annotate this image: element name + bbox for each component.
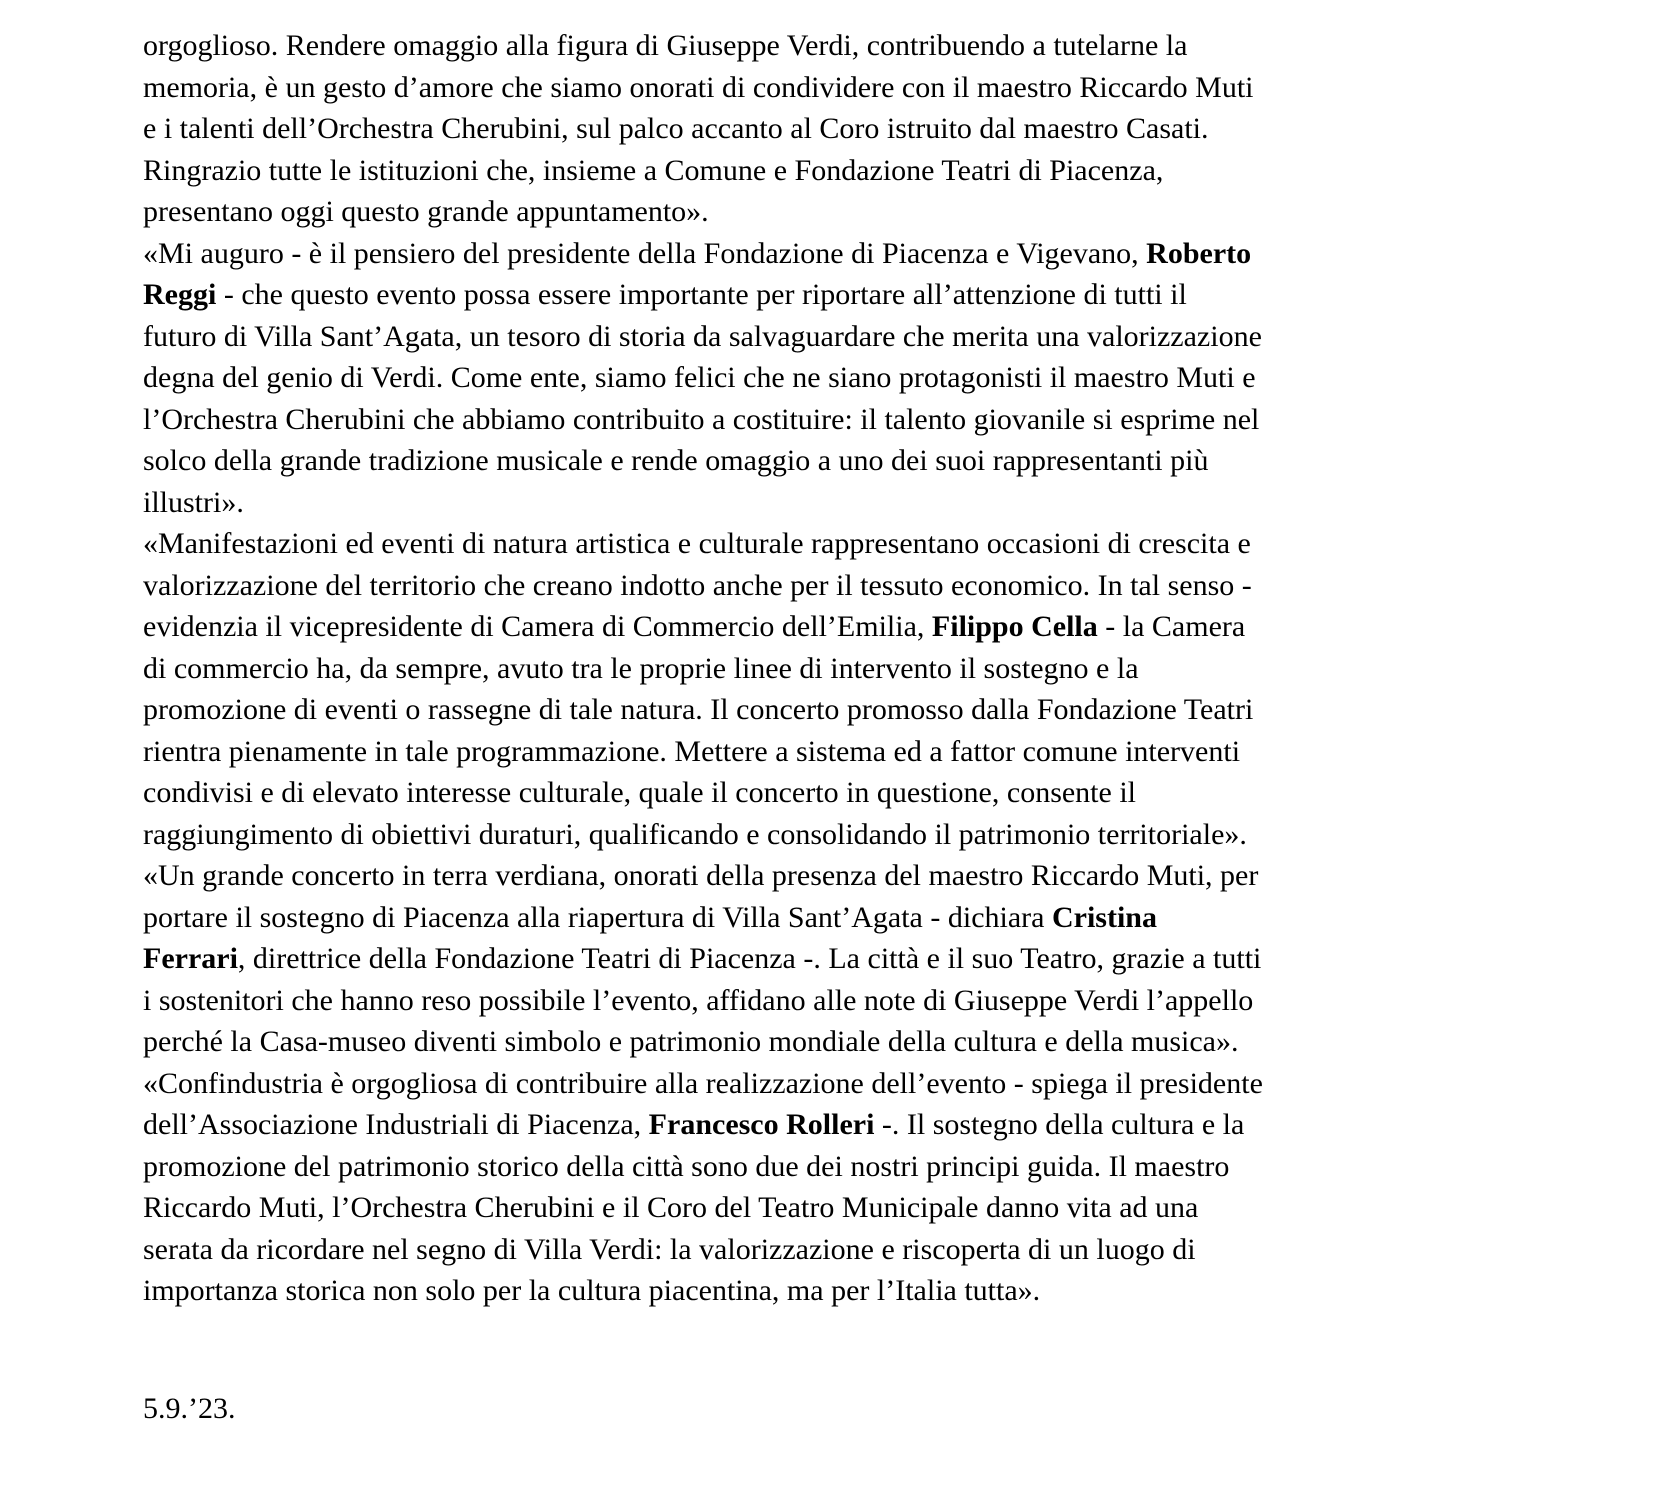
text-line [143, 316, 1594, 358]
text-line [143, 25, 1594, 67]
text-line [143, 233, 1594, 275]
text-segment: degna del genio di Verdi. Come ente, siamo felici che ne siano protagonisti il maestro Muti e [143, 361, 1256, 394]
text-line [143, 814, 1594, 856]
text-line [143, 938, 1594, 980]
text-segment: rientra pienamente in tale programmazione. Mettere a sistema ed a fattor comune interventi [143, 734, 1241, 768]
text-segment: «Manifestazioni ed eventi di natura artistica e culturale rappresentano occasioni di crescita e [143, 527, 1251, 560]
text-segment: «Confindustria è orgogliosa di contribuire alla realizzazione dell’evento - spiega il presidente [143, 1066, 1263, 1100]
text-line [143, 897, 1594, 939]
text-segment: serata da ricordare nel segno di Villa Verdi: la valorizzazione e riscoperta di un luogo di [143, 1232, 1196, 1266]
bold-name: Reggi [143, 278, 217, 311]
text-segment: importanza storica non solo per la cultura piacentina, ma per l’Italia tutta». [143, 1274, 1041, 1307]
text-line [143, 482, 1594, 524]
text-line [143, 67, 1594, 109]
text-line [143, 150, 1594, 192]
text-line [143, 108, 1594, 150]
text-line [143, 731, 1594, 773]
text-segment: i sostenitori che hanno reso possibile l’evento, affidano alle note di Giuseppe Verdi l’appello [143, 983, 1254, 1017]
text-segment: memoria, è un gesto d’amore che siamo onorati di condividere con il maestro Riccardo Muti [143, 70, 1254, 104]
text-segment: dell’Associazione Industriali di Piacenza, [143, 1108, 649, 1141]
text-segment: illustri». [143, 485, 244, 519]
text-line [143, 772, 1594, 814]
text-line [143, 1021, 1594, 1063]
bold-name: Cristina [1051, 900, 1157, 934]
text-line [143, 274, 1594, 316]
text-line [143, 1146, 1594, 1188]
text-segment: evidenzia il vicepresidente di Camera di Commercio dell’Emilia, [143, 610, 932, 643]
bold-name: Filippo Cella [931, 610, 1098, 643]
text-segment: perché la Casa-museo diventi simbolo e patrimonio mondiale della cultura e della musica». [143, 1025, 1239, 1058]
text-segment: - che questo evento possa essere importante per riportare all’attenzione di tutti il [216, 278, 1187, 311]
text-line [143, 1187, 1594, 1229]
text-line [143, 399, 1594, 441]
text-segment: futuro di Villa Sant’Agata, un tesoro di storia da salvaguardare che merita una valorizzazione [143, 319, 1262, 353]
text-segment: , direttrice della Fondazione Teatri di Piacenza -. La città e il suo Teatro, grazie a tutti [237, 942, 1262, 975]
bold-name: Roberto [1146, 236, 1252, 270]
text-segment: valorizzazione del territorio che creano indotto anche per il tessuto economico. In tal senso - [143, 568, 1252, 602]
text-segment: raggiungimento di obiettivi duraturi, qualificando e consolidando il patrimonio territoriale». [143, 817, 1247, 851]
text-segment: l’Orchestra Cherubini che abbiamo contribuito a costituire: il talento giovanile si esprime nel [143, 402, 1260, 436]
text-line [143, 855, 1594, 897]
text-line [143, 1229, 1594, 1271]
text-segment: solco della grande tradizione musicale e rende omaggio a uno dei suoi rappresentanti più [143, 444, 1209, 477]
text-line [143, 523, 1594, 565]
text-line [143, 1063, 1594, 1105]
bold-name: Ferrari [143, 942, 238, 975]
text-line [143, 606, 1594, 648]
text-line [143, 191, 1594, 233]
text-line [143, 980, 1594, 1022]
text-line [143, 357, 1594, 399]
text-line [143, 1270, 1594, 1312]
text-segment: condivisi e di elevato interesse culturale, quale il concerto in questione, consente il [143, 776, 1137, 809]
text-segment: presentano oggi questo grande appuntamento». [143, 195, 709, 228]
text-segment: promozione del patrimonio storico della città sono due dei nostri principi guida. Il maestro [143, 1149, 1230, 1183]
text-segment: - la Camera [1097, 610, 1246, 643]
text-line [143, 440, 1594, 482]
text-line [143, 648, 1594, 690]
text-segment: portare il sostegno di Piacenza alla riapertura di Villa Sant’Agata - dichiara [143, 900, 1052, 934]
text-line [143, 1104, 1594, 1146]
text-segment: Riccardo Muti, l’Orchestra Cherubini e il Coro del Teatro Municipale danno vita ad una [143, 1191, 1199, 1224]
text-line [143, 565, 1594, 607]
text-segment: Ringrazio tutte le istituzioni che, insieme a Comune e Fondazione Teatri di Piacenza, [143, 153, 1164, 187]
text-segment: -. Il sostegno della cultura e la [874, 1108, 1245, 1141]
document-text [143, 25, 1594, 1312]
text-segment: «Un grande concerto in terra verdiana, onorati della presenza del maestro Riccardo Muti, per [143, 859, 1259, 892]
text-segment: orgoglioso. Rendere omaggio alla figura di Giuseppe Verdi, contribuendo a tutelarne la [143, 29, 1188, 62]
text-segment: «Mi auguro - è il pensiero del presidente della Fondazione di Piacenza e Vigevano, [143, 236, 1147, 270]
date-line: 5.9.’23. [143, 1391, 236, 1425]
text-segment: e i talenti dell’Orchestra Cherubini, sul palco accanto al Coro istruito dal maestro Casati. [143, 112, 1209, 145]
text-segment: promozione di eventi o rassegne di tale natura. Il concerto promosso dalla Fondazione Teatri [143, 693, 1254, 726]
text-segment: di commercio ha, da sempre, avuto tra le proprie linee di intervento il sostegno e la [143, 651, 1139, 685]
bold-name: Francesco Rolleri [648, 1108, 875, 1141]
text-line [143, 689, 1594, 731]
